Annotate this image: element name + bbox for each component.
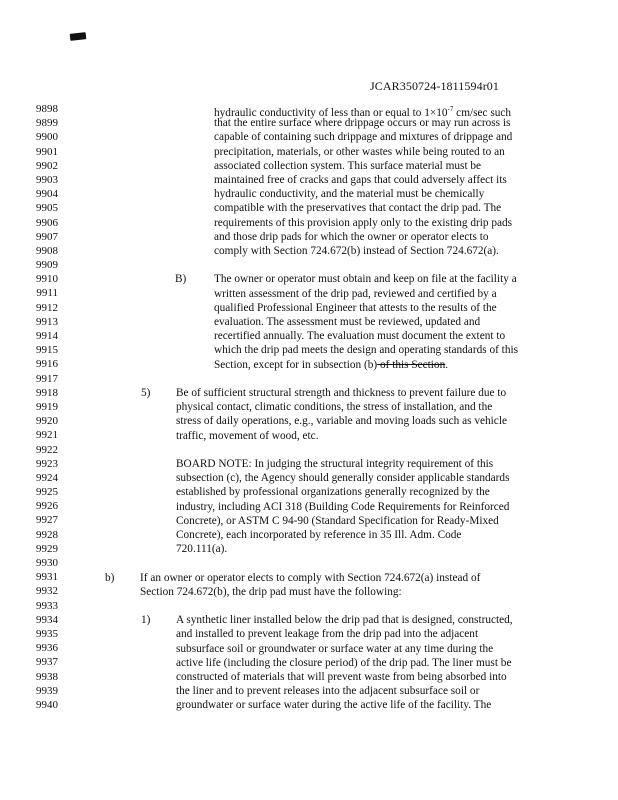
text-line: Section, except for in subsection (b) of this Section.: [214, 358, 449, 371]
text-line: groundwater or surface water during the active life of the facility. The: [176, 699, 492, 712]
text-line: hydraulic conductivity of less than or equal to $1\times 10^{-7}$ cm/sec such: [214, 105, 512, 119]
text-line: and installed to prevent leakage from the drip pad into the adjacent: [176, 628, 479, 641]
text-line: which the drip pad meets the design and operating standards of this: [214, 344, 519, 357]
text-line: physical contact, climatic conditions, the stress of installation, and the: [176, 401, 493, 414]
text-line: evaluation. The assessment must be reviewed, updated and: [214, 316, 481, 328]
line-number: 9907: [36, 230, 58, 243]
text-line: associated collection system. This surface material must be: [214, 159, 482, 172]
line-number: 9925: [36, 486, 58, 499]
text-line: A synthetic liner installed below the drip pad that is designed, constructed,: [176, 614, 513, 627]
line-number: 9904: [36, 188, 58, 201]
corner-mark: [70, 32, 87, 41]
line-number: 9930: [36, 557, 58, 569]
line-number: 9939: [36, 684, 58, 697]
line-number: 9937: [36, 656, 58, 669]
item-label: B): [175, 273, 187, 286]
line-number: 9898: [36, 103, 58, 115]
text-line: subsurface soil or groundwater or surface water at any time during the: [176, 642, 494, 655]
board-note-line: BOARD NOTE: In judging the structural integrity requirement of this: [176, 458, 494, 470]
line-number: 9909: [36, 259, 58, 272]
text-line: the liner and to prevent releases into the adjacent subsurface soil or: [176, 685, 480, 698]
line-number: 9902: [36, 159, 58, 172]
line-number: 9915: [36, 344, 58, 357]
line-number: 9920: [36, 415, 58, 428]
line-number: 9922: [36, 443, 58, 456]
line-number: 9940: [36, 698, 58, 711]
line-number: 9938: [36, 670, 58, 683]
text-line: and those drip pads for which the owner or operator elects to: [214, 230, 489, 243]
text-line: comply with Section 724.672(b) instead of Section 724.672(a).: [214, 245, 499, 257]
text-line: If an owner or operator elects to comply with Section 724.672(a) instead of: [140, 571, 481, 584]
text-line: qualified Professional Engineer that attests to the results of the: [214, 301, 497, 314]
text-line: recertified annually. The evaluation must document the extent to: [214, 330, 506, 343]
text-line: Section 724.672(b), the drip pad must have the following:: [140, 585, 402, 598]
text-line: maintained free of cracks and gaps that could adversely affect its: [214, 174, 507, 186]
line-number: 9934: [36, 613, 58, 626]
line-number: 9927: [36, 514, 58, 527]
line-number: 9911: [36, 287, 58, 300]
line-number: 9929: [36, 542, 58, 555]
struck-text: of this Section: [377, 358, 446, 371]
line-number: 9919: [36, 400, 58, 413]
line-number: 9935: [36, 627, 58, 640]
text-line: hydraulic conductivity, and the material must be chemically: [214, 188, 485, 201]
line-number: 9914: [36, 330, 58, 342]
line-number: 9910: [36, 273, 58, 286]
text-line: requirements of this provision apply only to the existing drip pads: [214, 216, 513, 229]
line-number: 9906: [36, 216, 58, 229]
text-line: compatible with the preservatives that contact the drip pad. The: [214, 202, 502, 215]
line-number: 9908: [36, 244, 58, 257]
line-number: 9912: [36, 301, 58, 314]
board-note-line: industry, including ACI 318 (Building Code Requirements for Reinforced: [176, 500, 510, 513]
line-number: 9928: [36, 528, 58, 541]
text-line: that the entire surface where drippage occurs or may run across is: [214, 117, 511, 130]
text-line: Be of sufficient structural strength and thickness to prevent failure due to: [176, 387, 507, 399]
line-number: 9918: [36, 386, 58, 399]
line-number: 9923: [36, 457, 58, 470]
board-note-line: Concrete), or ASTM C 94-90 (Standard Specification for Ready-Mixed: [176, 514, 499, 527]
text-line: capable of containing such drippage and mixtures of drippage and: [214, 131, 513, 144]
line-number: 9921: [36, 429, 58, 442]
text-line: active life (including the closure period) of the drip pad. The liner must be: [176, 656, 512, 669]
board-note-line: subsection (c), the Agency should generally consider applicable standards: [176, 472, 510, 485]
line-number: 9916: [36, 358, 58, 371]
line-number: 9933: [36, 599, 58, 612]
text-line: constructed of materials that will prevent waste from being absorbed into: [176, 671, 507, 683]
line-number: 9900: [36, 131, 58, 144]
section-label: b): [105, 571, 115, 584]
line-number-gutter: [0, 102, 58, 712]
line-number: 9936: [36, 642, 58, 655]
line-number: 9932: [36, 585, 58, 598]
line-number: 9905: [36, 202, 58, 215]
text-line: stress of daily operations, e.g., variable and moving loads such as vehicle: [176, 415, 507, 428]
board-note-line: Concrete), each incorporated by reference in 35 Ill. Adm. Code: [176, 529, 462, 541]
line-number: 9924: [36, 471, 58, 484]
line-number: 9899: [36, 117, 58, 130]
item-label: 5): [141, 387, 151, 399]
item-label: 1): [141, 614, 151, 627]
board-note-line: 720.111(a).: [176, 543, 228, 556]
line-number: 9931: [36, 571, 58, 584]
line-number: 9917: [36, 372, 58, 385]
line-number: 9926: [36, 500, 58, 513]
text-line: precipitation, materials, or other wastes while being routed to an: [214, 145, 505, 158]
line-number: 9913: [36, 315, 58, 328]
text-line: written assessment of the drip pad, reviewed and certified by a: [214, 287, 497, 300]
text-line: The owner or operator must obtain and keep on file at the facility a: [214, 273, 517, 286]
board-note-line: established by professional organizations generally recognized by the: [176, 486, 490, 499]
document-id: JCAR350724-1811594r01: [370, 79, 499, 93]
line-number: 9903: [36, 173, 58, 186]
line-number: 9901: [36, 145, 58, 158]
text-line: traffic, movement of wood, etc.: [176, 429, 319, 442]
